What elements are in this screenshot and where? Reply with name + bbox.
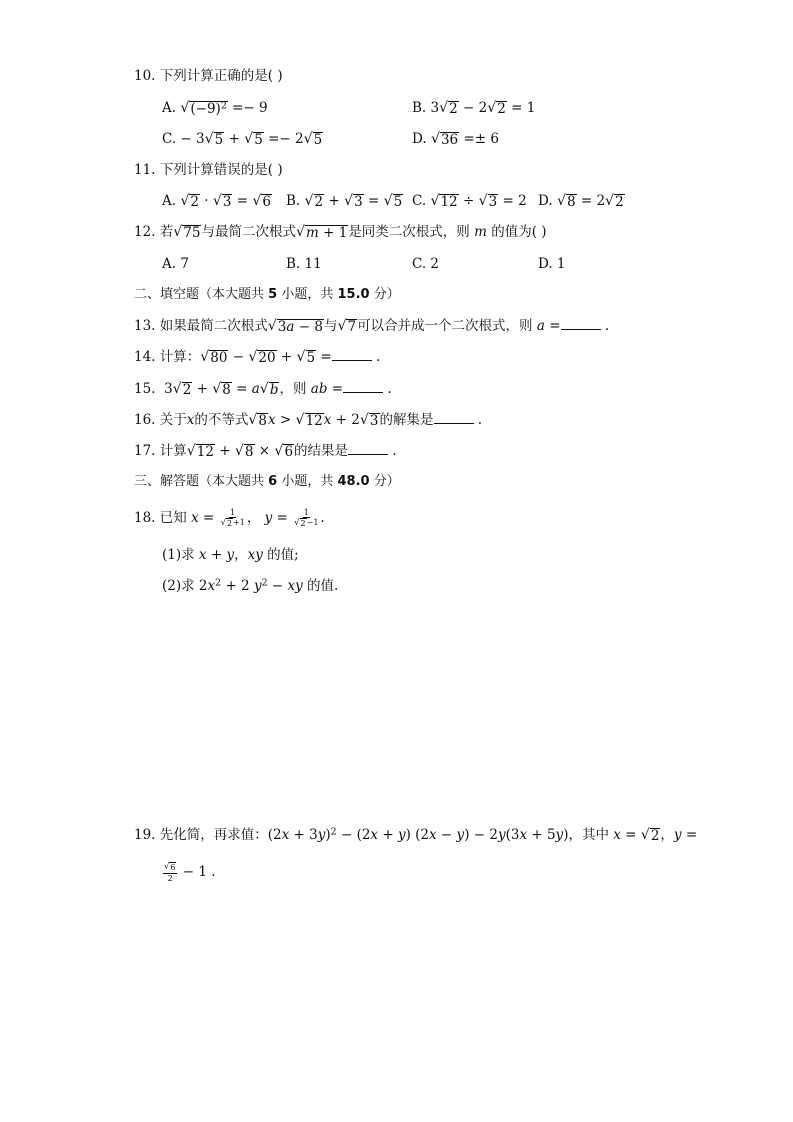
q12-option-c[interactable]: C. 2 [412,256,440,272]
q11-option-d[interactable]: D. √ 8 = 2 √ 2 [538,193,624,210]
q11-option-b[interactable]: B. √ 2 + √ 3 = √ 5 [286,193,403,210]
q10-stem: 10. 下列计算正确的是( ) [134,68,283,84]
q14-stem: 14. 计算： √ 80 − √ 20 + √ 5 = . [134,349,381,366]
answer-blank[interactable] [561,317,601,330]
q19-stem: 19. 先化简，再求值：$(2x + 3y)^2 - (2x + y)$ (2x − y) − 2y(3x + 5y)，其中 x = √ 2 ，y = [134,826,698,844]
q16-stem: 16. 关于x的不等式 √ 8 x > √ 12 x + 2 √ 3 的解集是 . [134,412,483,429]
q18-part-2: (2)求 $2x^2 + 2$ $y^2$ − xy 的值. [162,577,339,594]
q11-option-a[interactable]: A. √ 2 · √ 3 = √ 6 [162,193,271,210]
answer-blank[interactable] [343,380,383,393]
section-2-heading: 二、填空题（本大题共 5 小题，共 15.0 分） [134,287,400,302]
answer-blank[interactable] [434,411,474,424]
q13-stem: 13. 如果最简二次根式 √ 3a − 8 与 √ 7 可以合并成一个二次根式，则 a = . [134,318,610,335]
radical: √ $(-9)^2$ [180,100,227,117]
answer-blank[interactable] [348,442,388,455]
q12-option-a[interactable]: A. 7 [162,256,189,272]
q11-stem: 11. 下列计算错误的是( ) [134,162,283,178]
q12-stem: 12. 若 √ 75 与最简二次根式 √ m + 1 是同类二次根式，则 m 的值为( ) [134,224,547,241]
q10-option-d[interactable]: D. √ 36 =± 6 [412,131,499,148]
q12-option-d[interactable]: D. 1 [538,256,566,272]
q12-option-b[interactable]: B. 11 [286,256,322,272]
q15-stem: 15. 3 √ 2 + √ 8 = a √ b ，则 ab = . [134,381,392,398]
q11-option-c[interactable]: C. √ 12 ÷ √ 3 = 2 [412,193,527,210]
q19-stem-cont: √ 6 2 − 1 . [164,861,216,883]
answer-blank[interactable] [332,348,372,361]
q18-stem: 18. 已知 x = 1 √ 2 +1 ， y = 1 √ 2 −1 . [134,508,325,529]
q10-option-c[interactable]: C. − 3 √ 5 + √ 5 =− 2 √ 5 [162,131,323,148]
section-3-heading: 三、解答题（本大题共 6 小题，共 48.0 分） [134,474,400,489]
q10-option-b[interactable]: B. 3 √ 2 − 2 √ 2 = 1 [412,100,536,117]
q10-option-a[interactable]: A. √ $(-9)^2$ =− 9 [162,100,268,117]
q17-stem: 17. 计算 √ 12 + √ 8 × √ 6 的结果是 . [134,443,397,460]
q18-part-1: (1)求 x + y，xy 的值; [162,547,299,563]
